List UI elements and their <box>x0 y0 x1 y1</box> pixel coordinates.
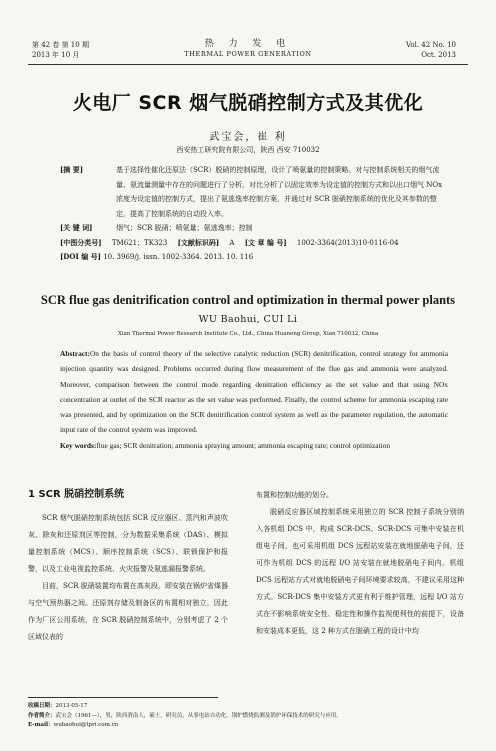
clc-label: [中图分类号] <box>60 237 102 247</box>
date-cn: 2013 年 10 月 <box>32 51 80 59</box>
header-rule <box>28 64 468 65</box>
affiliation-en: Xian Thermal Power Research Institute Co., Ltd., China Huaneng Group, Xian 710032, China <box>117 331 379 337</box>
journal-name-en: THERMAL POWER GENERATION <box>184 50 312 58</box>
header-center <box>150 38 346 59</box>
doc-code-label: [文献标识码] <box>177 237 220 247</box>
email-label: E-mail： <box>28 722 54 728</box>
abstract-block-cn <box>60 163 448 265</box>
clc-value: TM621；TK323 <box>111 238 168 247</box>
body-paragraph: 脱硝反应器区域控制系统采用独立的 SCR 控制子系统分别纳入各机组 DCS 中，构成 SCR-DCS。SCR-DCS 可集中安装在机组电子间，也可采用机组 DCS 远程站安装在就地脱硝电子间，还可作为机组 DCS 的远程 I/O 站安装在就地脱硝电子间内。机组 DCS 远程站方式对就地脱硝电子间环境要求较高，不建议采用这种方式。SCR-DCS 集中安装方式更有利于维护管理，远程 I/O 站方式在不影响系统安全性、稳定性和操作监视便利性的前提下，设备和安装成本更低，这 2 种方式在脱硝工程的设计中均 <box>256 508 464 635</box>
body-column-left <box>28 488 228 646</box>
keywords-cn <box>60 221 448 236</box>
keywords-cn-label: [关 键 词] <box>60 223 93 232</box>
footnote-rule <box>28 697 218 698</box>
header-right <box>406 40 456 60</box>
classification-line <box>60 236 448 251</box>
received-label: 收稿日期： <box>28 703 56 709</box>
body-column-right <box>256 487 464 640</box>
affiliation-cn: 西安热工研究院有限公司，陕西 西安 710032 <box>176 146 320 154</box>
body-paragraph: 布置和控制功能的划分。 <box>256 491 333 499</box>
doi-label: [DOI 编 号] <box>60 252 101 261</box>
volume-issue: 第 42 卷 第 10 期 <box>32 41 89 49</box>
body-paragraph: SCR 烟气脱硝控制系统包括 SCR 反应器区、蒸汽和声波吹灰、除灰和还原剂区等控制，分为数据采集系统（DAS）、模拟量控制系统（MCS）、顺序控制系统（SCS）、联锁保护和报警，以及工业电视监控系统、火灾报警及氨逃漏报警系统。 <box>28 514 228 573</box>
date-en: Oct. 2013 <box>421 51 456 59</box>
author-bio: 武宝会（1961—），男，陕西渭南人，硕士，研究员，从事电站自动化、锅炉燃烧监测及锅炉环保技术的研究与应用。 <box>55 712 342 719</box>
authors-en: WU Baohui, CUI Li <box>198 314 298 325</box>
paper-title-cn: 火电厂 SCR 烟气脱硝控制方式及其优化 <box>72 92 424 114</box>
vol-no: Vol. 42 No. 10 <box>405 41 456 49</box>
keywords-en-text: flue gas; SCR denitration; ammonia spraying amount; ammonia escaping rate; control optimization <box>96 440 391 450</box>
section-heading: 1 SCR 脱硝控制系统 <box>28 489 125 500</box>
keywords-en-label: Key words: <box>60 440 97 450</box>
abstract-cn <box>60 163 448 221</box>
email: wubaohui@tpri.com.cn <box>53 722 119 728</box>
body-paragraph: 目前，SCR 脱硝装置均布置在高灰段，即安装在锅炉省煤器与空气预热器之间。还原剂存储及制备区的布置相对独立，因此作为厂区公用系统，在 SCR 脱硝控制系统中，分别考虑了 2 个区域仪表的 <box>28 582 228 641</box>
article-no-value: 1002-3364(2013)10-0116-04 <box>296 238 399 247</box>
header-left <box>32 40 89 60</box>
doi-line <box>60 250 448 265</box>
article-no-label: [文 章 编 号] <box>244 237 287 247</box>
keywords-cn-text: 烟气；SCR 脱硝；喷氨量；氨逃逸率；控制 <box>116 224 253 232</box>
paper-title-en: SCR flue gas denitrification control and optimization in thermal power plants <box>40 293 456 307</box>
abstract-en-label: Abstract: <box>60 349 90 358</box>
abstract-en-text: On the basis of control theory of the selective catalytic reduction (SCR) denitrification, control strategy for ammonia injection quantity was designed. Problems occurred during flow measurement of the flue gas and ammonia were analyzed. Moreover, comparison between the control mode regarding denitration efficiency as the set value and that using NOx concentration at outlet of the SCR reactor as the set value was performed. Finally, the control scheme for ammonia escaping rate was presented, and by optimization on the SCR denitrification control system as well as the parameter regulation, the automatic input rate of the control system was improved. <box>60 349 448 435</box>
received-date: 2013-05-17 <box>55 703 88 709</box>
footnote <box>28 702 468 731</box>
author-bio-label: 作者简介： <box>28 712 56 719</box>
abstract-block-en <box>60 346 448 453</box>
authors-cn: 武宝会，崔 利 <box>209 132 287 143</box>
doi-value: 10. 3969/j. issn. 1002-3364. 2013. 10. 116 <box>103 253 254 261</box>
doc-code-value: A <box>229 238 235 247</box>
journal-name-cn: 热 力 发 电 <box>204 39 292 49</box>
abstract-cn-label: [摘 要] <box>60 165 84 174</box>
abstract-cn-text: 基于选择性催化还原法（SCR）脱硝的控制原理，设计了喷氨量的控制策略。对与控制系统相关的烟气流量、氨流量测量中存在的问题进行了分析，对比分析了以固定效率为设定值的控制方式和以出口烟气 NOx 浓度为设定值的控制方式，提出了氨逃逸率控制方案，并通过对 SCR 脱硝控制系统的优化及其参数的整定，提高了控制系统的自动投入率。 <box>116 166 443 218</box>
